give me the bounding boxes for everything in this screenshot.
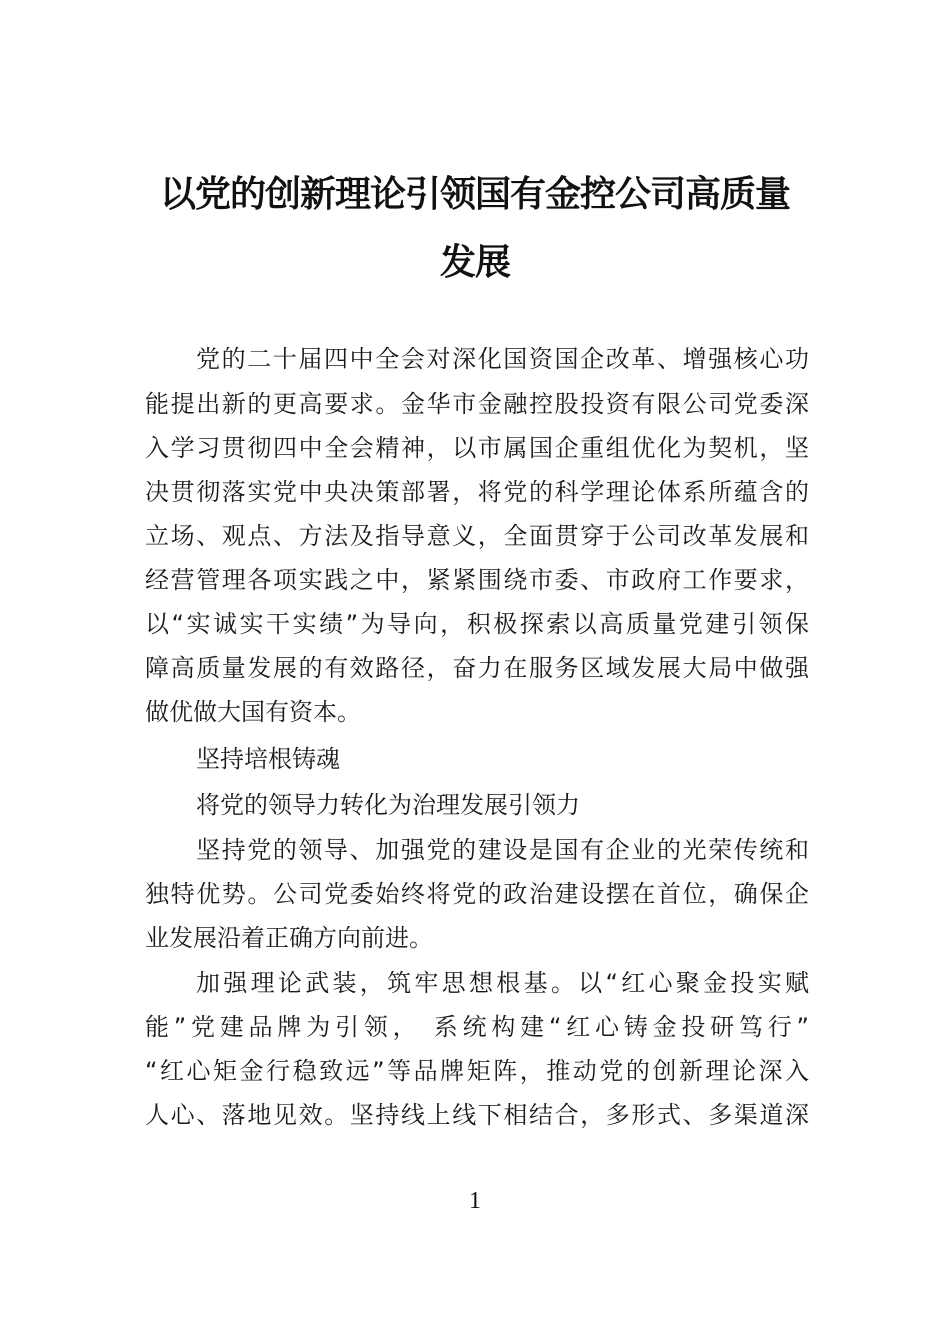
document-title-line-1: 以党的创新理论引领国有金控公司高质量: [159, 173, 790, 215]
paragraph-line: 以“实诚实干实绩”为导向，积极探索以高质量党建引领保: [145, 610, 809, 638]
paragraph-line: 人心、落地见效。坚持线上线下相结合，多形式、多渠道深: [145, 1101, 809, 1129]
paragraph-line: 做优做大国有资本。: [145, 698, 361, 726]
paragraph-line: 独特优势。公司党委始终将党的政治建设摆在首位，确保企: [145, 880, 809, 908]
paragraph-line: 党的二十届四中全会对深化国资国企改革、增强核心功: [196, 345, 809, 373]
paragraph-line: “红心矩金行稳致远”等品牌矩阵，推动党的创新理论深入: [145, 1057, 809, 1085]
paragraph-line: 业发展沿着正确方向前进。: [145, 924, 433, 952]
paragraph-line: 坚持党的领导、加强党的建设是国有企业的光荣传统和: [196, 836, 809, 864]
section-heading: 坚持培根铸魂: [196, 745, 340, 773]
document-title-line-2: 发展: [439, 241, 510, 283]
paragraph-line: 经营管理各项实践之中，紧紧围绕市委、市政府工作要求，: [145, 566, 809, 594]
paragraph-line: 决贯彻落实党中央决策部署，将党的科学理论体系所蕴含的: [145, 478, 809, 506]
section-subheading: 将党的领导力转化为治理发展引领力: [196, 791, 580, 819]
paragraph-line: 入学习贯彻四中全会精神，以市属国企重组优化为契机，坚: [145, 434, 809, 462]
paragraph-line: 立场、观点、方法及指导意义，全面贯穿于公司改革发展和: [145, 522, 809, 550]
paragraph-line: 障高质量发展的有效路径，奋力在服务区域发展大局中做强: [145, 654, 809, 682]
paragraph-line: 能提出新的更高要求。金华市金融控股投资有限公司党委深: [145, 390, 809, 418]
paragraph-line: 加强理论武装，筑牢思想根基。以“红心聚金投实赋: [196, 969, 809, 997]
paragraph-line: 能”党建品牌为引领， 系统构建“红心铸金投研笃行”: [145, 1013, 809, 1041]
page-number: 1: [469, 1188, 481, 1214]
